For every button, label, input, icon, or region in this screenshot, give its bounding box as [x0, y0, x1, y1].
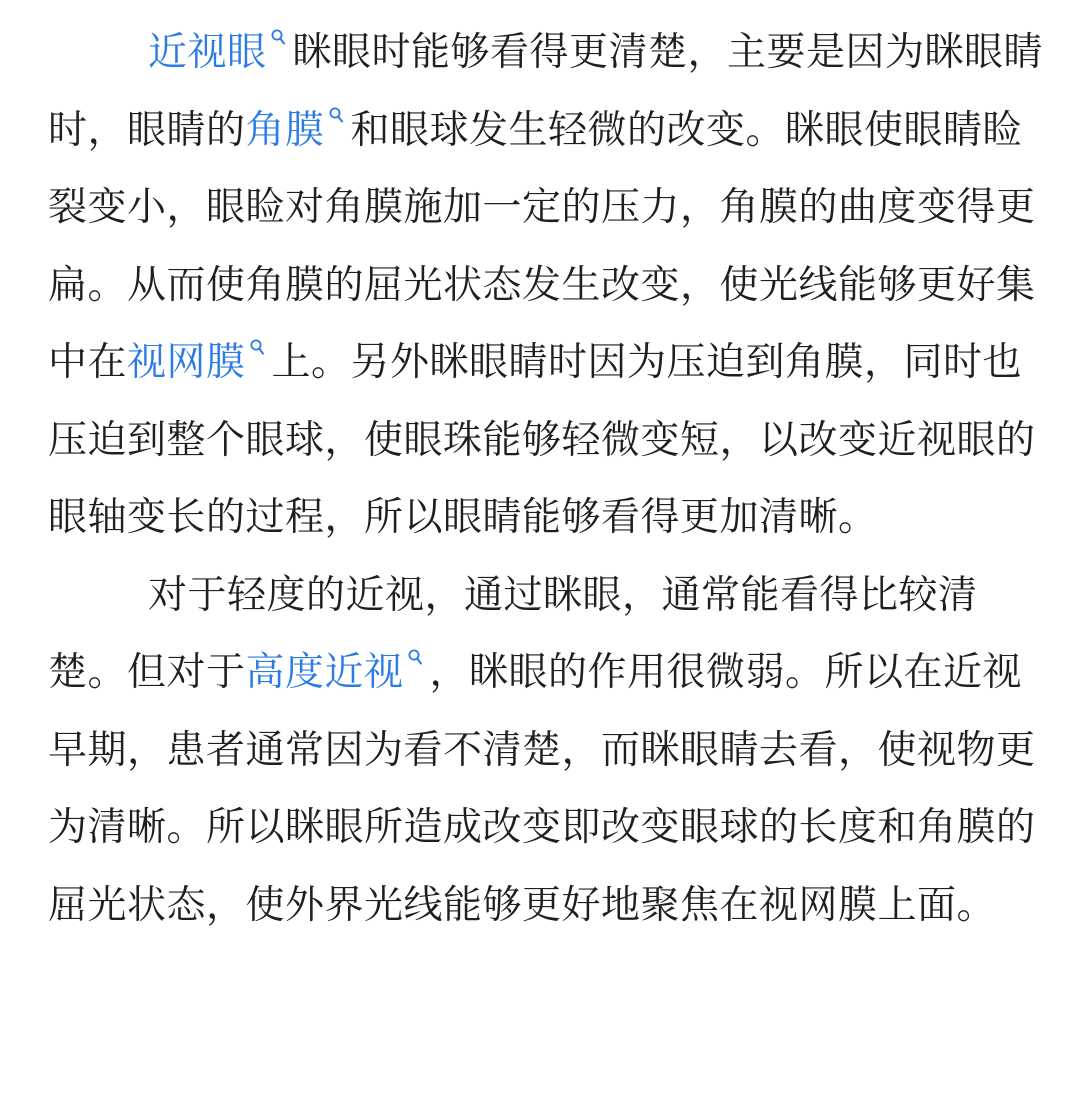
link-retina[interactable]: 视网膜	[127, 340, 246, 385]
search-icon[interactable]	[408, 649, 422, 665]
paragraph-text: 上。另外眯眼睛时因为压迫到角膜，同时也压迫到整个眼球，使眼珠能够轻微变短，以改变近视眼的眼轴变长的过程，所以眼睛能够看得更加清晰。	[48, 340, 1036, 540]
search-icon[interactable]	[250, 339, 264, 355]
paragraph	[48, 14, 1044, 557]
paragraph-text: 和眼球发生轻微的改变。眯眼使眼睛睑裂变小，眼睑对角膜施加一定的压力，角膜的曲度变得更扁。从而使角膜的屈光状态发生改变，使光线能够更好集中在	[48, 107, 1036, 385]
link-myopia[interactable]: 近视眼	[148, 30, 267, 75]
paragraph-text: ，眯眼的作用很微弱。所以在近视早期，患者通常因为看不清楚，而眯眼睛去看，使视物更为清晰。所以眯眼所造成改变即改变眼球的长度和角膜的屈光状态，使外界光线能够更好地聚焦在视网膜上面。	[48, 650, 1036, 928]
paragraph-text: 眯眼时能够看得更清楚，主要是因为眯眼睛时，眼睛的	[48, 30, 1044, 153]
paragraph-text: 对于轻度的近视，通过眯眼，通常能看得比较清楚。但对于	[48, 572, 978, 695]
link-cornea[interactable]: 角膜	[245, 107, 325, 153]
link-high-myopia[interactable]: 高度近视	[245, 650, 404, 695]
paragraph	[48, 557, 1044, 945]
search-icon[interactable]	[329, 107, 343, 123]
search-icon[interactable]	[271, 29, 285, 45]
